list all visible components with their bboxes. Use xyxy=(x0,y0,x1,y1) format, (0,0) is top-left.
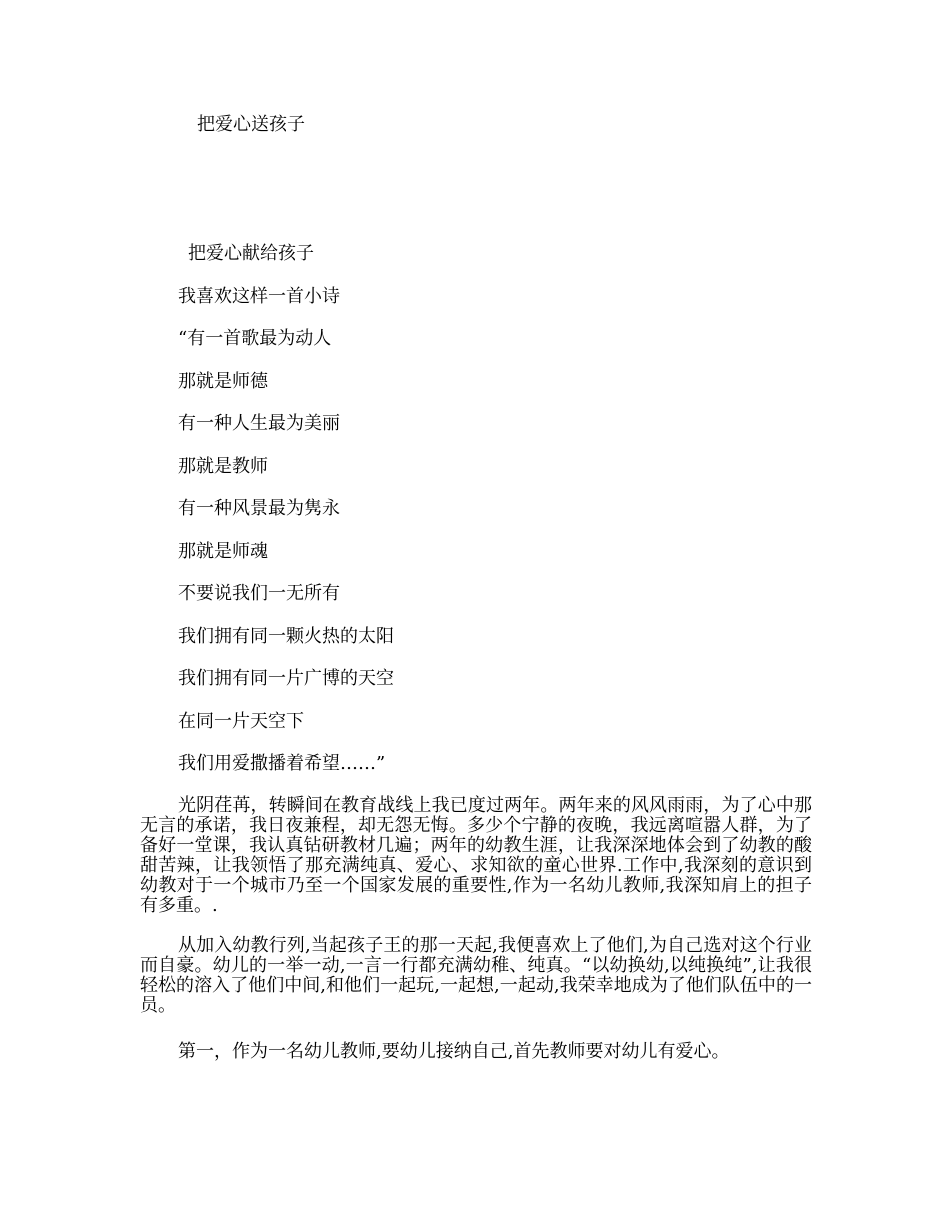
poem-line: 在同一片天空下 xyxy=(178,711,304,732)
document-title: 把爱心送孩子 xyxy=(197,114,305,135)
poem-line: 那就是师德 xyxy=(178,371,268,392)
document-subtitle: 把爱心献给孩子 xyxy=(188,243,314,264)
body-paragraph: 第一，作为一名幼儿教师,要幼儿接纳自己,首先教师要对幼儿有爱心。 xyxy=(178,1041,730,1062)
poem-intro: 我喜欢这样一首小诗 xyxy=(178,286,340,307)
poem-line: 有一种风景最为隽永 xyxy=(178,498,340,519)
poem-line: 我们拥有同一片广博的天空 xyxy=(178,668,394,689)
body-paragraph: 从加入幼教行列,当起孩子王的那一天起,我便喜欢上了他们,为自己选对这个行业而自豪。幼儿的一举一动,一言一行都充满幼稚、纯真。“以幼换幼,以纯换纯”,让我很轻松的溶入了他们中间,和他们一起玩,一起想,一起动,我荣幸地成为了他们队伍中的一员。 xyxy=(140,935,812,1016)
poem-line: “有一首歌最为动人 xyxy=(178,328,332,349)
body-paragraph: 光阴荏苒，转瞬间在教育战线上我已度过两年。两年来的风风雨雨，为了心中那无言的承诺，我日夜兼程，却无怨无悔。多少个宁静的夜晚，我远离喧嚣人群，为了备好一堂课，我认真钻研教材几遍；两年的幼教生涯，让我深深地体会到了幼教的酸甜苦辣，让我领悟了那充满纯真、爱心、求知欲的童心世界.工作中,我深刻的意识到幼教对于一个城市乃至一个国家发展的重要性,作为一名幼儿教师,我深知肩上的担子有多重。. xyxy=(140,795,812,916)
poem-line: 那就是教师 xyxy=(178,456,268,477)
poem-line: 我们用爱撒播着希望……” xyxy=(178,753,386,774)
poem-line: 不要说我们一无所有 xyxy=(178,583,340,604)
poem-line: 我们拥有同一颗火热的太阳 xyxy=(178,626,394,647)
poem-line: 那就是师魂 xyxy=(178,541,268,562)
poem-line: 有一种人生最为美丽 xyxy=(178,413,340,434)
